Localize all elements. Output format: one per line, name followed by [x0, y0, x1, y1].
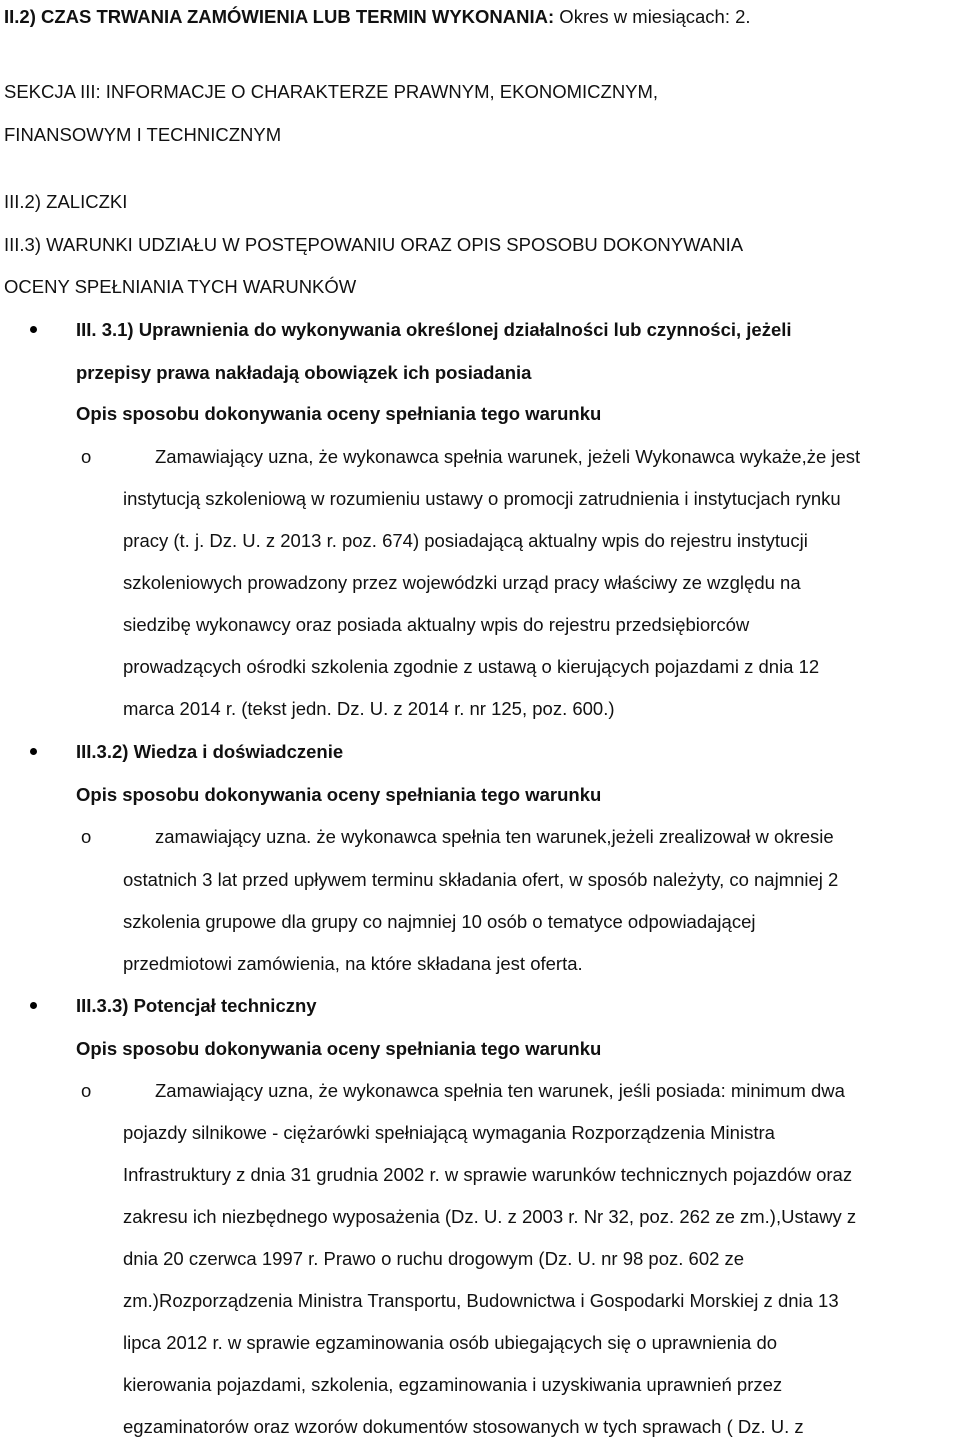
bullet-icon [30, 1002, 37, 1009]
item1-heading-line-1: III. 3.1) Uprawnienia do wykonywania określonej działalności lub czynności, jeżeli [76, 319, 792, 340]
item2-text-line-1: zamawiający uzna. że wykonawca spełnia ten warunek,jeżeli zrealizował w okresie [155, 826, 834, 847]
item1-heading-line-2: przepisy prawa nakładają obowiązek ich posiadania [76, 362, 532, 383]
item3-text-line-6: zm.)Rozporządzenia Ministra Transportu, Budownictwa i Gospodarki Morskiej z dnia 13 [123, 1290, 839, 1311]
item3-text-line-3: Infrastruktury z dnia 31 grudnia 2002 r. w sprawie warunków technicznych pojazdów oraz [123, 1164, 853, 1185]
circle-bullet-icon: o [81, 826, 92, 847]
circle-bullet-icon: o [81, 1080, 92, 1101]
item2-text-line-4: przedmiotowi zamówienia, na które składana jest oferta. [123, 953, 583, 974]
section-title-line-2: FINANSOWYM I TECHNICZNYM [4, 124, 282, 145]
item3-text-line-4: zakresu ich niezbędnego wyposażenia (Dz. U. z 2003 r. Nr 32, poz. 262 ze zm.),Ustawy z [123, 1206, 857, 1227]
item3-assessment-heading: Opis sposobu dokonywania oceny spełniania tego warunku [76, 1038, 602, 1059]
duration-value: Okres w miesiącach: 2. [554, 6, 751, 27]
item1-text-line-3: pracy (t. j. Dz. U. z 2013 r. poz. 674) posiadającą aktualny wpis do rejestru instytucji [123, 530, 808, 551]
item3-text-line-7: lipca 2012 r. w sprawie egzaminowania osób ubiegających się o uprawnienia do [123, 1332, 778, 1353]
item3-text-line-5: dnia 20 czerwca 1997 r. Prawo o ruchu drogowym (Dz. U. nr 98 poz. 602 ze [123, 1248, 745, 1269]
conditions-heading-line-2: OCENY SPEŁNIANIA TYCH WARUNKÓW [4, 276, 357, 297]
subsection-advances: III.2) ZALICZKI [4, 191, 128, 212]
item3-text-line-8: kierowania pojazdami, szkolenia, egzaminowania i uzyskiwania uprawnień przez [123, 1374, 783, 1395]
item1-text-line-2: instytucją szkoleniową w rozumieniu ustawy o promocji zatrudnienia i instytucjach rynku [123, 488, 841, 509]
duration-line [4, 6, 751, 28]
item2-text-line-3: szkolenia grupowe dla grupy co najmniej 10 osób o tematyce odpowiadającej [123, 911, 756, 932]
item1-text-line-1: Zamawiający uzna, że wykonawca spełnia warunek, jeżeli Wykonawca wykaże,że jest [155, 446, 861, 467]
item1-assessment-heading: Opis sposobu dokonywania oceny spełniania tego warunku [76, 403, 602, 424]
bullet-icon [30, 748, 37, 755]
item3-text-line-9: egzaminatorów oraz wzorów dokumentów stosowanych w tych sprawach ( Dz. U. z [123, 1416, 804, 1437]
item3-heading: III.3.3) Potencjał techniczny [76, 995, 317, 1016]
item3-text-line-2: pojazdy silnikowe - ciężarówki spełniającą wymagania Rozporządzenia Ministra [123, 1122, 775, 1143]
item2-text-line-2: ostatnich 3 lat przed upływem terminu składania ofert, w sposób należyty, co najmniej 2 [123, 869, 839, 890]
bullet-icon [30, 326, 37, 333]
item1-text-line-6: prowadzących ośrodki szkolenia zgodnie z ustawą o kierujących pojazdami z dnia 12 [123, 656, 820, 677]
item1-text-line-4: szkoleniowych prowadzony przez wojewódzki urząd pracy właściwy ze względu na [123, 572, 801, 593]
duration-label: II.2) CZAS TRWANIA ZAMÓWIENIA LUB TERMIN WYKONANIA: [4, 6, 555, 27]
circle-bullet-icon: o [81, 446, 92, 467]
section-title-line-1: SEKCJA III: INFORMACJE O CHARAKTERZE PRAWNYM, EKONOMICZNYM, [4, 81, 659, 102]
conditions-heading-line-1: III.3) WARUNKI UDZIAŁU W POSTĘPOWANIU ORAZ OPIS SPOSOBU DOKONYWANIA [4, 234, 744, 255]
item1-text-line-7: marca 2014 r. (tekst jedn. Dz. U. z 2014 r. nr 125, poz. 600.) [123, 698, 615, 719]
item1-text-line-5: siedzibę wykonawcy oraz posiada aktualny wpis do rejestru przedsiębiorców [123, 614, 750, 635]
item3-text-line-1: Zamawiający uzna, że wykonawca spełnia ten warunek, jeśli posiada: minimum dwa [155, 1080, 845, 1101]
item2-assessment-heading: Opis sposobu dokonywania oceny spełniania tego warunku [76, 784, 602, 805]
item2-heading: III.3.2) Wiedza i doświadczenie [76, 741, 344, 762]
